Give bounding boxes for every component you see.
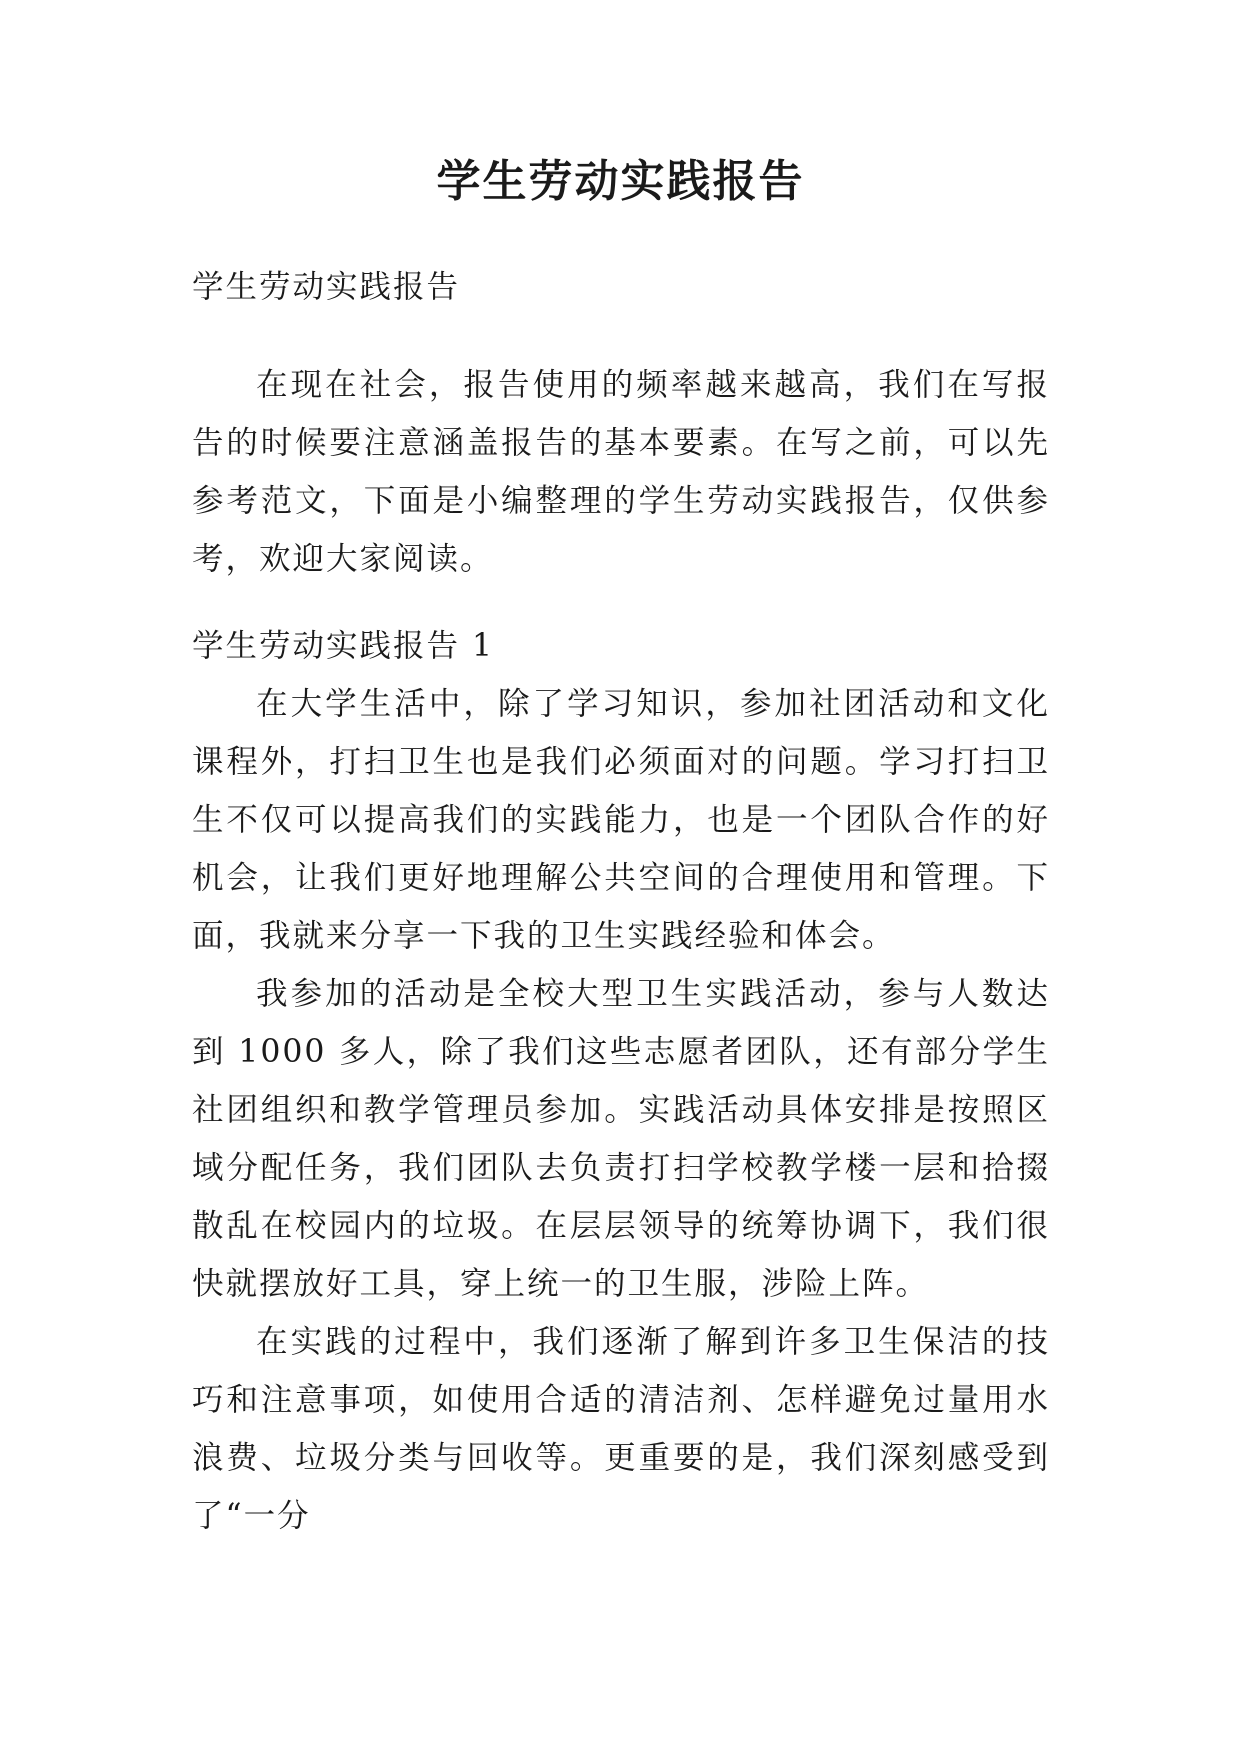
document-subtitle: 学生劳动实践报告 <box>192 269 461 305</box>
body-paragraph-1: 在大学生活中，除了学习知识，参加社团活动和文化课程外，打扫卫生也是我们必须面对的问题。学习打扫卫生不仅可以提高我们的实践能力，也是一个团队合作的好机会，让我们更好地理解公共空间的合理使用和管理。下面，我就来分享一下我的卫生实践经验和体会。 <box>192 686 1050 954</box>
body-paragraph-2: 我参加的活动是全校大型卫生实践活动，参与人数达到 1000 多人，除了我们这些志愿者团队，还有部分学生社团组织和教学管理员参加。实践活动具体安排是按照区域分配任务，我们团队去负责打扫学校教学楼一层和拾掇散乱在校园内的垃圾。在层层领导的统筹协调下，我们很快就摆放好工具，穿上统一的卫生服，涉险上阵。 <box>192 976 1050 1302</box>
section-heading: 学生劳动实践报告 1 <box>192 628 495 664</box>
document-title: 学生劳动实践报告 <box>436 156 805 207</box>
body-paragraph-3: 在实践的过程中，我们逐渐了解到许多卫生保洁的技巧和注意事项，如使用合适的清洁剂、怎样避免过量用水浪费、垃圾分类与回收等。更重要的是，我们深刻感受到了“一分 <box>192 1324 1050 1534</box>
intro-paragraph: 在现在社会，报告使用的频率越来越高，我们在写报告的时候要注意涵盖报告的基本要素。在写之前，可以先参考范文，下面是小编整理的学生劳动实践报告，仅供参考，欢迎大家阅读。 <box>192 367 1050 577</box>
